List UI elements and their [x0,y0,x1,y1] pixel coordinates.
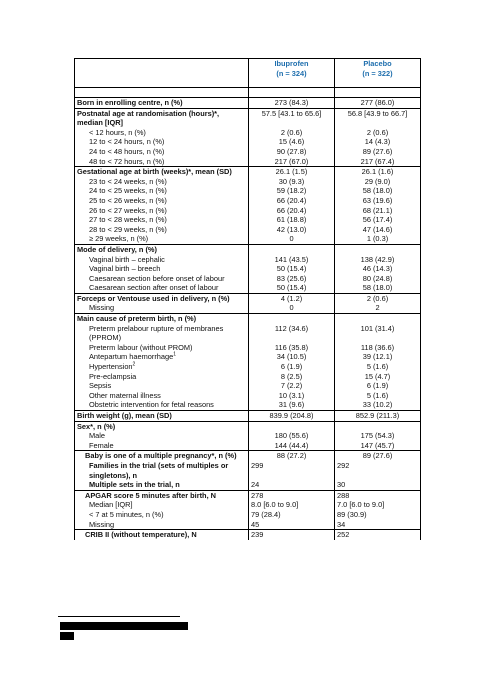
table-row [75,324,421,343]
row-label: Born in enrolling centre, n (%) [75,98,249,109]
row-ibuprofen-value [249,244,335,254]
row-ibuprofen-value [249,421,335,431]
row-label [75,352,249,362]
row-placebo-value: 7.0 [6.0 to 9.0] [337,500,385,510]
row-placebo-value [335,244,421,254]
row-ibuprofen-value: 50 (15.4) [249,264,335,274]
row-placebo-value: 288 [335,490,421,500]
table-row [75,391,421,401]
row-ibuprofen-value: 59 (18.2) [249,186,335,196]
row-label: Families in the trial (sets of multiples or singletons), n [75,461,249,480]
table-row [75,461,421,480]
row-ibuprofen-value: 112 (34.6) [249,324,335,343]
table-row [75,372,421,382]
row-ibuprofen-value: 10 (3.1) [249,391,335,401]
table-row [75,206,421,216]
row-placebo-value: 15 (4.7) [364,371,391,381]
table-row [75,500,421,510]
table-row [75,530,421,540]
row-ibuprofen-value: 180 (55.6) [249,431,335,441]
row-label: ≥ 29 weeks, n (%) [75,234,249,244]
row-label: Vaginal birth – breech [75,264,249,274]
row-ibuprofen-value: 217 (67.0) [249,157,335,167]
row-label: APGAR score 5 minutes after birth, N [75,490,249,500]
header-ibuprofen-label: Ibuprofen [274,59,309,68]
row-label: Sex*, n (%) [75,421,249,431]
table-row [75,510,421,520]
row-placebo-value: 58 (18.0) [362,186,393,196]
row-ibuprofen-value: 2 (0.6) [249,128,335,138]
table-row [75,264,421,274]
row-placebo-value: 47 (14.6) [362,224,393,234]
row-label: Caesarean section after onset of labour [75,283,249,293]
row-label: Vaginal birth – cephalic [75,255,249,265]
row-placebo-value: 26.1 (1.6) [335,167,421,177]
footnote-marker: 1 [173,351,177,358]
table-row [75,177,421,187]
header-placebo-label: Placebo [363,59,392,68]
row-label: Forceps or Ventouse used in delivery, n (%) [75,293,249,303]
row-placebo-value: 147 (45.7) [360,440,395,450]
row-ibuprofen-value [249,314,335,324]
row-label: Birth weight (g), mean (SD) [75,411,249,422]
row-ibuprofen-value: 42 (13.0) [249,225,335,235]
table-row [75,196,421,206]
row-label: 23 to < 24 weeks, n (%) [75,177,249,187]
row-placebo-value: 33 (10.2) [362,400,393,410]
spacer-row [75,88,421,98]
table-row [75,157,421,167]
row-placebo-value: 34 [337,519,346,529]
row-label: Main cause of preterm birth, n (%) [75,314,249,324]
table-row [75,451,421,461]
row-label: < 12 hours, n (%) [75,128,249,138]
row-ibuprofen-value: 30 (9.3) [249,177,335,187]
row-ibuprofen-value: 88 (27.2) [249,451,335,461]
row-ibuprofen-value: 116 (35.8) [249,343,335,353]
table-row [75,147,421,157]
row-placebo-value: 58 (18.0) [362,283,393,293]
row-placebo-value [335,421,421,431]
row-label: Other maternal illness [75,391,249,401]
row-placebo-value: 56.8 [43.9 to 66.7] [335,108,421,128]
row-label: Postnatal age at randomisation (hours)*, median [IQR] [75,108,249,128]
table-row [75,400,421,410]
row-ibuprofen-value: 273 (84.3) [249,98,335,109]
row-placebo-value: 89 (30.9) [337,509,367,519]
baseline-characteristics-table [74,58,421,540]
row-label: Preterm labour (without PROM) [75,343,249,353]
table-row [75,108,421,128]
row-ibuprofen-value: 79 (28.4) [249,510,335,520]
row-placebo-value: 2 (0.6) [366,127,389,137]
table-row [75,137,421,147]
row-placebo-value: 5 (1.6) [366,362,389,372]
table-row [75,186,421,196]
footnote-marker: 2 [132,361,136,368]
spacer-cell [249,88,335,98]
row-ibuprofen-value: 66 (20.4) [249,206,335,216]
row-ibuprofen-value: 8 (2.5) [249,372,335,382]
header-ibuprofen-n: (n = 324) [276,68,307,78]
table-row [75,490,421,500]
row-ibuprofen-value: 6 (1.9) [249,362,335,372]
row-placebo-value: 175 (54.3) [360,431,395,441]
row-label-text: Antepartum haemorrhage [89,352,174,362]
row-label: < 7 at 5 minutes, n (%) [75,510,249,520]
row-placebo-value: 68 (21.1) [362,205,393,215]
row-ibuprofen-value: 24 [249,480,335,490]
header-placebo [335,59,421,88]
row-label: Sepsis [75,381,249,391]
row-ibuprofen-value: 26.1 (1.5) [249,167,335,177]
row-label: Preterm prelabour rupture of membranes (PPROM) [75,324,249,343]
table-row [75,234,421,244]
row-ibuprofen-value: 57.5 [43.1 to 65.6] [249,108,335,128]
header-ibuprofen [249,59,335,88]
row-label: 26 to < 27 weeks, n (%) [75,206,249,216]
row-label: 27 to < 28 weeks, n (%) [75,215,249,225]
row-placebo-value: 89 (27.6) [335,451,421,461]
table-row [75,520,421,530]
row-ibuprofen-value: 278 [249,490,335,500]
row-label: 12 to < 24 hours, n (%) [75,137,249,147]
row-ibuprofen-value: 0 [249,303,335,313]
row-placebo-value: 2 [375,303,380,313]
table-row [75,352,421,362]
table-row [75,225,421,235]
row-label: 48 to < 72 hours, n (%) [75,157,249,167]
table-row [75,362,421,372]
row-label: Gestational age at birth (weeks)*, mean (SD) [75,167,249,177]
row-placebo-value: 89 (27.6) [362,146,393,156]
row-label: 28 to < 29 weeks, n (%) [75,225,249,235]
header-blank-cell [75,59,249,88]
row-placebo-value: 101 (31.4) [360,323,395,333]
row-placebo-value: 63 (19.6) [362,195,393,205]
row-placebo-value: 292 [337,460,350,470]
table-row [75,167,421,177]
header-placebo-n: (n = 322) [362,68,393,78]
row-ibuprofen-value: 299 [249,461,335,480]
row-label: Multiple sets in the trial, n [75,480,249,490]
row-label-text: Hypertension [89,362,133,372]
row-label: Female [75,441,249,451]
row-label: Male [75,431,249,441]
row-placebo-value: 56 (17.4) [362,215,393,225]
row-label: 25 to < 26 weeks, n (%) [75,196,249,206]
spacer-cell [75,88,249,98]
row-label: Pre-eclampsia [75,372,249,382]
row-placebo-value: 252 [335,530,421,540]
row-ibuprofen-value: 66 (20.4) [249,196,335,206]
row-ibuprofen-value: 141 (43.5) [249,255,335,265]
table-row [75,314,421,324]
table-row [75,303,421,313]
row-ibuprofen-value: 144 (44.4) [249,441,335,451]
table-header-row [75,59,421,88]
row-placebo-value: 39 (12.1) [362,352,393,362]
row-placebo-value [335,314,421,324]
table-row [75,128,421,138]
row-placebo-value: 118 (36.6) [360,342,395,352]
row-ibuprofen-value: 0 [249,234,335,244]
row-label: CRIB II (without temperature), N [75,530,249,540]
row-ibuprofen-value: 839.9 (204.8) [249,411,335,422]
row-ibuprofen-value: 239 [249,530,335,540]
row-placebo-value: 138 (42.9) [360,254,395,264]
table-row [75,411,421,422]
table-row [75,293,421,303]
row-placebo-value: 6 (1.9) [366,381,389,391]
row-ibuprofen-value: 8.0 [6.0 to 9.0] [249,500,335,510]
row-ibuprofen-value: 7 (2.2) [249,381,335,391]
row-placebo-value: 1 (0.3) [366,234,389,244]
row-placebo-value: 5 (1.6) [366,390,389,400]
redaction-bar [60,632,74,640]
table-row [75,343,421,353]
row-ibuprofen-value: 45 [249,520,335,530]
row-ibuprofen-value: 34 (10.5) [249,352,335,362]
row-ibuprofen-value: 50 (15.4) [249,283,335,293]
row-label: Caesarean section before onset of labour [75,274,249,284]
row-label: Missing [75,303,249,313]
row-placebo-value: 80 (24.8) [362,273,393,283]
table-row [75,283,421,293]
row-label: Baby is one of a multiple pregnancy*, n (%) [75,451,249,461]
row-placebo-value: 277 (86.0) [335,98,421,109]
row-ibuprofen-value: 15 (4.6) [249,137,335,147]
table-row [75,431,421,441]
row-placebo-value: 14 (4.3) [364,137,391,147]
table-row [75,215,421,225]
row-label [75,362,249,372]
spacer-cell [335,88,421,98]
row-placebo-value: 852.9 (211.3) [335,411,421,422]
row-label: Mode of delivery, n (%) [75,244,249,254]
table-row [75,255,421,265]
row-ibuprofen-value: 4 (1.2) [249,293,335,303]
table-row [75,480,421,490]
row-placebo-value: 29 (9.0) [364,176,391,186]
redaction-bar [60,622,188,630]
row-ibuprofen-value: 61 (18.8) [249,215,335,225]
row-ibuprofen-value: 90 (27.8) [249,147,335,157]
row-label: Missing [75,520,249,530]
table-row [75,421,421,431]
row-placebo-value: 30 [337,480,346,490]
table-row [75,381,421,391]
row-ibuprofen-value: 31 (9.6) [249,400,335,410]
row-placebo-value: 46 (14.3) [362,264,393,274]
table-row [75,98,421,109]
row-placebo-value: 217 (67.4) [360,156,395,166]
footnote-separator [58,616,180,617]
table-row [75,244,421,254]
row-placebo-value: 2 (0.6) [335,293,421,303]
row-label: 24 to < 48 hours, n (%) [75,147,249,157]
row-ibuprofen-value: 83 (25.6) [249,274,335,284]
table-row [75,274,421,284]
row-label: 24 to < 25 weeks, n (%) [75,186,249,196]
row-label: Obstetric intervention for fetal reasons [75,400,249,410]
table-row [75,441,421,451]
row-label: Median [IQR] [75,500,249,510]
